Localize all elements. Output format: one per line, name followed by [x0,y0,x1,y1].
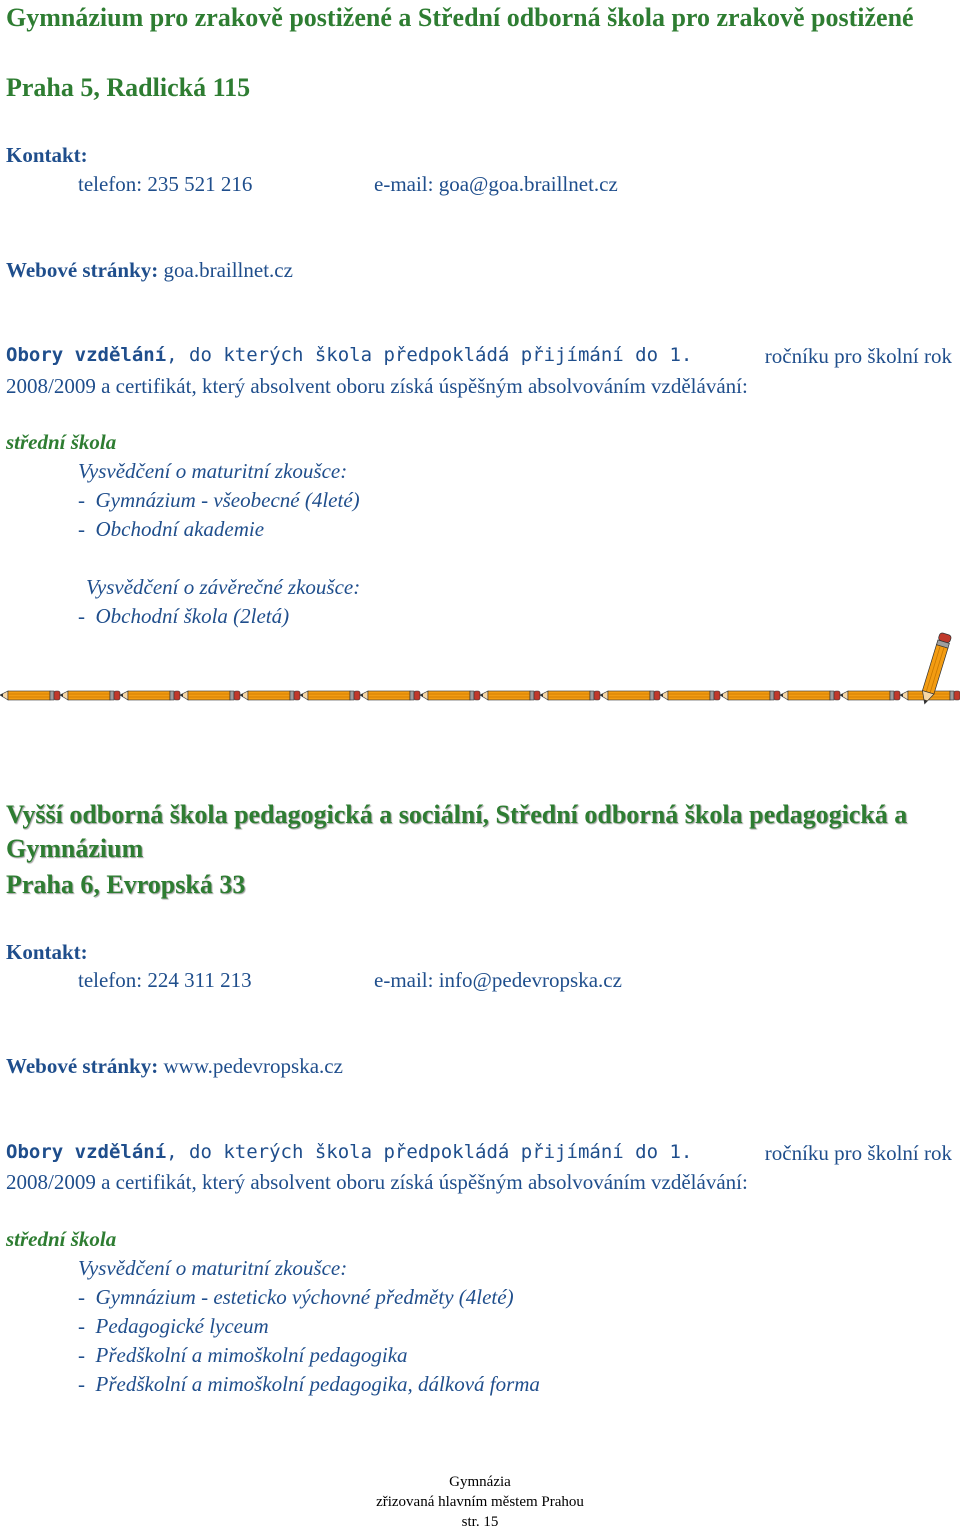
school1-cert2: Vysvědčení o závěrečné zkoušce: [86,575,361,599]
school1-cert1-item-0: - Gymnázium - všeobecné (4leté) [78,488,360,512]
school1-cert2-item-0: - Obchodní škola (2letá) [78,604,290,628]
school2-obory-line1 [6,1141,952,1163]
school2-web-label: Webové stránky: [6,1054,159,1078]
school2-level: střední škola [6,1227,117,1251]
school2-obory-line2: 2008/2009 a certifikát, který absolvent oboru získá úspěšným absolvováním vzdělávání: [6,1170,748,1194]
school2-web-value: www.pedevropska.cz [163,1054,343,1078]
school1-cert1-item-1: - Obchodní akademie [78,517,265,541]
school1-obory-rest: ročníku pro školní rok [764,344,952,368]
footer-line2: zřizovaná hlavním městem Prahou [376,1494,584,1510]
school2-name: Vyšší odborná škola pedagogická a sociální, Střední odborná škola pedagogická a Gymnázium [6,800,908,863]
school2-contact-label: Kontakt: [6,940,88,964]
footer-line1: Gymnázia [449,1474,511,1490]
pencil-row [0,691,960,700]
school1-web-label: Webové stránky: [6,258,159,282]
school1-obory-line2: 2008/2009 a certifikát, který absolvent oboru získá úspěšným absolvováním vzdělávání: [6,374,748,398]
school1-web [6,258,293,283]
school2-phone: telefon: 224 311 213 [78,968,252,992]
school1-address: Praha 5, Radlická 115 [6,73,251,102]
school1-email: e-mail: goa@goa.braillnet.cz [374,172,618,196]
school2-obory-mono: , do kterých škola předpokládá přijímání do 1. [166,1141,693,1163]
school2-cert1: Vysvědčení o maturitní zkoušce: [78,1256,348,1280]
school2-cert1-item-2: - Předškolní a mimoškolní pedagogika [78,1343,408,1367]
pencil-divider [0,628,960,710]
school2-cert1-item-1: - Pedagogické lyceum [78,1314,269,1338]
school2-cert1-item-0: - Gymnázium - esteticko výchovné předměty (4leté) [78,1285,514,1309]
school1-name: Gymnázium pro zrakově postižené a Střední odborná škola pro zrakově postižené [6,3,914,32]
school2-email: e-mail: info@pedevropska.cz [374,968,622,992]
school1-level: střední škola [6,430,117,454]
school2-obory-label: Obory vzdělání [6,1141,167,1163]
school1-web-value: goa.braillnet.cz [163,258,293,282]
school1-contact-label: Kontakt: [6,143,88,167]
school1-cert1: Vysvědčení o maturitní zkoušce: [78,459,348,483]
school1-phone: telefon: 235 521 216 [78,172,253,196]
school2-web [6,1054,343,1079]
school2-obory-rest: ročníku pro školní rok [764,1141,952,1165]
school1-obory-mono: , do kterých škola předpokládá přijímání do 1. [166,344,693,366]
school2-address: Praha 6, Evropská 33 [6,870,246,899]
school2-cert1-item-3: - Předškolní a mimoškolní pedagogika, dálková forma [78,1372,540,1396]
school1-obory-label: Obory vzdělání [6,344,167,366]
school1-obory-line1 [6,344,952,366]
footer-page-number: str. 15 [461,1514,499,1530]
